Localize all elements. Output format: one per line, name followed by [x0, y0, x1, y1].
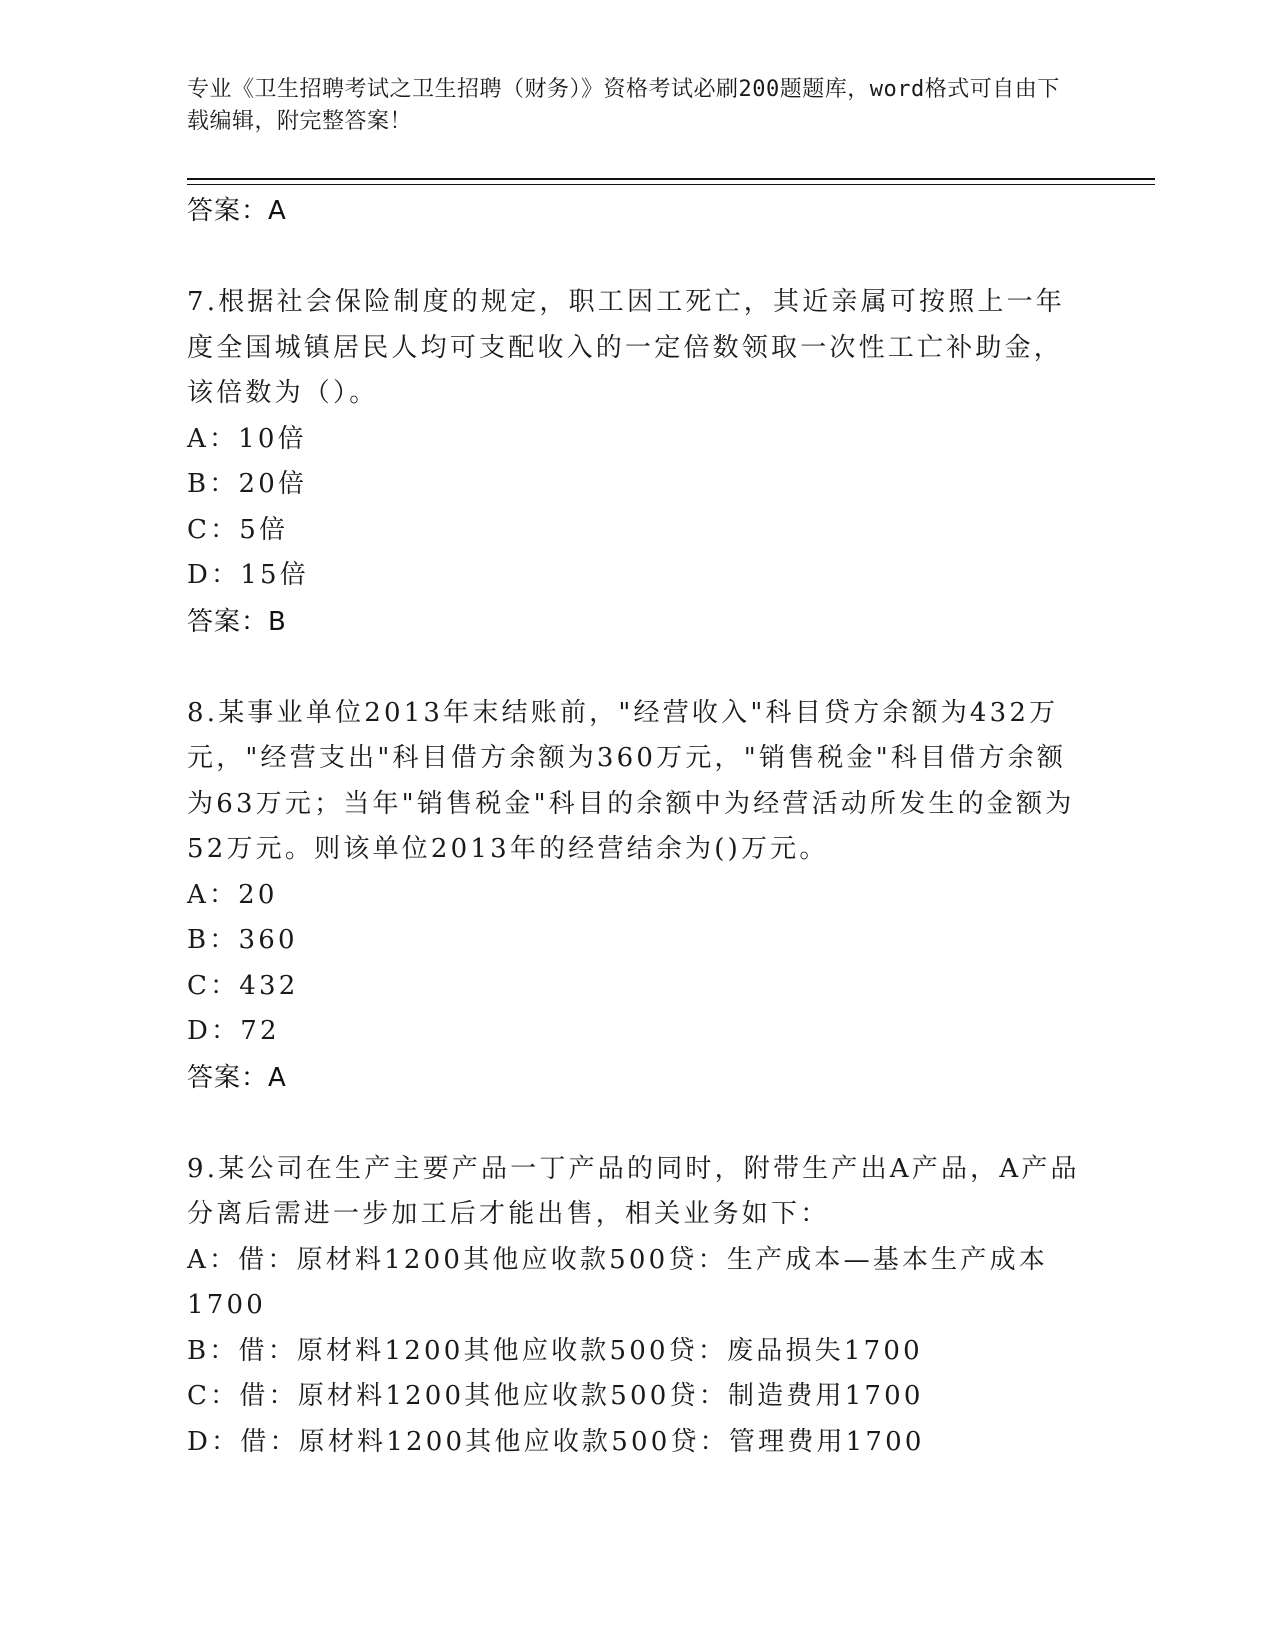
option-a: A：借：原材料1200其他应收款500贷：生产成本—基本生产成本1700: [187, 1244, 1048, 1320]
question-text: 7.根据社会保险制度的规定，职工因工死亡，其近亲属可按照上一年度全国城镇居民人均可支配收入的一定倍数领取一次性工亡补助金，该倍数为（）。: [187, 287, 1066, 408]
option-c: C：432: [187, 970, 299, 1001]
question-block: [187, 691, 1087, 1101]
header-rule-thick: [187, 178, 1155, 180]
option-b: B：20倍: [187, 469, 308, 499]
option-d: D：72: [187, 1016, 280, 1046]
question-block: [187, 280, 1087, 645]
option-a: A：10倍: [187, 423, 307, 454]
question-text: 9.某公司在生产主要产品一丁产品的同时，附带生产出A产品，A产品分离后需进一步加工后才能出售，相关业务如下：: [187, 1153, 1080, 1229]
spacer: [187, 1101, 1087, 1147]
page-header: [187, 74, 1067, 138]
answer-line: 答案：B: [187, 606, 287, 637]
option-d: D：15倍: [187, 560, 309, 590]
option-c: C：5倍: [187, 514, 289, 545]
spacer: [187, 645, 1087, 691]
question-block: [187, 1147, 1087, 1466]
question-text: 8.某事业单位2013年末结账前，"经营收入"科目贷方余额为432万元，"经营支出"科目借方余额为360万元，"销售税金"科目借方余额为63万元；当年"销售税金"科目的余额中为经营活动所发生的金额为52万元。则该单位2013年的经营结余为()万元。: [187, 697, 1075, 864]
option-b: B：借：原材料1200其他应收款500贷：废品损失1700: [187, 1335, 923, 1366]
spacer: [187, 234, 1087, 280]
option-c: C：借：原材料1200其他应收款500贷：制造费用1700: [187, 1381, 924, 1411]
answer-line: 答案：A: [187, 1062, 287, 1093]
header-text: 专业《卫生招聘考试之卫生招聘（财务）》资格考试必刷200题题库，word格式可自由下载编辑，附完整答案！: [187, 77, 1060, 134]
option-b: B：360: [187, 925, 298, 955]
answer-line: 答案：A: [187, 196, 287, 226]
header-rule-thin: [187, 184, 1155, 185]
document-content: [187, 188, 1087, 1465]
option-a: A：20: [187, 879, 278, 910]
option-d: D：借：原材料1200其他应收款500贷：管理费用1700: [187, 1426, 925, 1457]
